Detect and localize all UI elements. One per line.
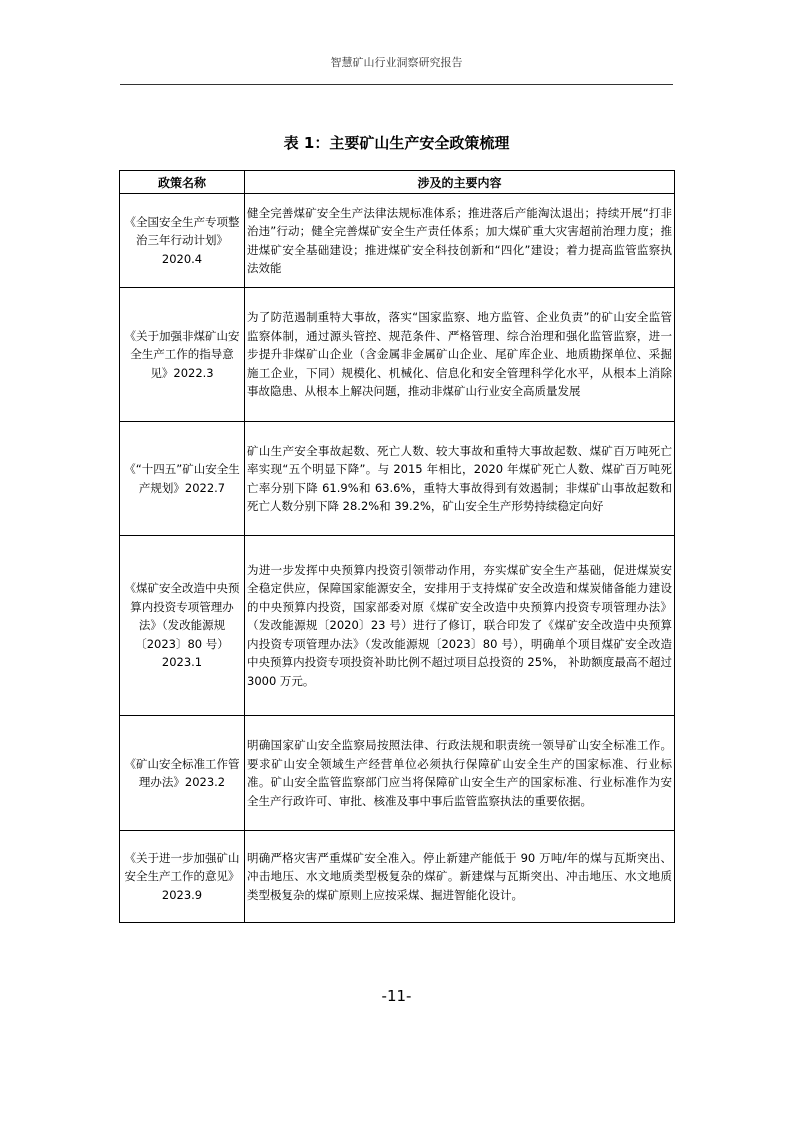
policy-name-cell: 《全国安全生产专项整治三年行动计划》2020.4 xyxy=(120,194,245,288)
table-row xyxy=(120,288,675,422)
policy-content-cell: 明确严格灾害严重煤矿安全准入。停止新建产能低于 90 万吨/年的煤与瓦斯突出、冲击地压、水文地质类型极复杂的煤矿。新建煤与瓦斯突出、冲击地压、水文地质类型极复杂的煤矿原则上应按采煤、掘进智能化设计。 xyxy=(245,831,675,923)
table-row xyxy=(120,422,675,536)
table-header-row xyxy=(120,171,675,194)
policy-content-cell: 明确国家矿山安全监察局按照法律、行政法规和职责统一领导矿山安全标准工作。要求矿山安全领域生产经营单位必须执行保障矿山安全生产的国家标准、行业标准。矿山安全监管监察部门应当将保障矿山安全生产的国家标准、行业标准作为安全生产行政许可、审批、核准及事中事后监管监察执法的重要依据。 xyxy=(245,716,675,831)
report-header: 智慧矿山行业洞察研究报告 xyxy=(330,56,463,69)
policy-name-cell: 《关于进一步加强矿山安全生产工作的意见》2023.9 xyxy=(120,831,245,923)
policy-content-cell: 为进一步发挥中央预算内投资引领带动作用，夯实煤矿安全生产基础，促进煤炭安全稳定供应，保障国家能源安全，安排用于支持煤矿安全改造和煤炭储备能力建设的中央预算内投资，国家部委对原《煤矿安全改造中央预算内投资专项管理办法》（发改能源规〔2020〕23 号）进行了修订，联合印发了《煤矿安全改造中央预算内投资专项管理办法》（发改能源规〔2023〕80 号），明确单个项目煤矿安全改造中央预算内投资专项投资补助比例不超过项目总投资的 25%， 补助额度最高不超过 3000 万元。 xyxy=(245,536,675,716)
column-header-main-content: 涉及的主要内容 xyxy=(245,171,675,194)
table-row xyxy=(120,716,675,831)
header-divider xyxy=(120,84,673,85)
policy-content-cell: 健全完善煤矿安全生产法律法规标准体系；推进落后产能淘汰退出；持续开展“打非治违”行动；健全完善煤矿安全生产责任体系；加大煤矿重大灾害超前治理力度；推进煤矿安全基础建设；推进煤矿安全科技创新和“四化”建设；着力提高监管监察执法效能 xyxy=(245,194,675,288)
policy-name-cell: 《矿山安全标准工作管理办法》2023.2 xyxy=(120,716,245,831)
table-row xyxy=(120,194,675,288)
page-number: -11- xyxy=(381,987,412,1005)
table-title: 表 1：主要矿山生产安全政策梳理 xyxy=(283,134,510,152)
policy-table xyxy=(119,170,675,923)
column-header-policy-name: 政策名称 xyxy=(120,171,245,194)
policy-content-cell: 为了防范遏制重特大事故，落实“国家监察、地方监管、企业负责”的矿山安全监管监察体制，通过源头管控、规范条件、严格管理、综合治理和强化监管监察，进一步提升非煤矿山企业（含金属非金属矿山企业、尾矿库企业、地质勘探单位、采掘施工企业，下同）规模化、机械化、信息化和安全管理科学化水平，从根本上消除事故隐患、从根本上解决问题，推动非煤矿山行业安全高质量发展 xyxy=(245,288,675,422)
policy-content-cell: 矿山生产安全事故起数、死亡人数、较大事故和重特大事故起数、煤矿百万吨死亡率实现“五个明显下降”。与 2015 年相比，2020 年煤矿死亡人数、煤矿百万吨死亡率分别下降 61.9%和 63.6%，重特大事故得到有效遏制；非煤矿山事故起数和死亡人数分别下降 28.2%和 39.2%，矿山安全生产形势持续稳定向好 xyxy=(245,422,675,536)
policy-name-cell: 《煤矿安全改造中央预算内投资专项管理办法》（发改能源规〔2023〕80 号）2023.1 xyxy=(120,536,245,716)
policy-name-cell: 《关于加强非煤矿山安全生产工作的指导意见》2022.3 xyxy=(120,288,245,422)
table-row xyxy=(120,536,675,716)
table-row xyxy=(120,831,675,923)
policy-name-cell: 《“十四五”矿山安全生产规划》2022.7 xyxy=(120,422,245,536)
